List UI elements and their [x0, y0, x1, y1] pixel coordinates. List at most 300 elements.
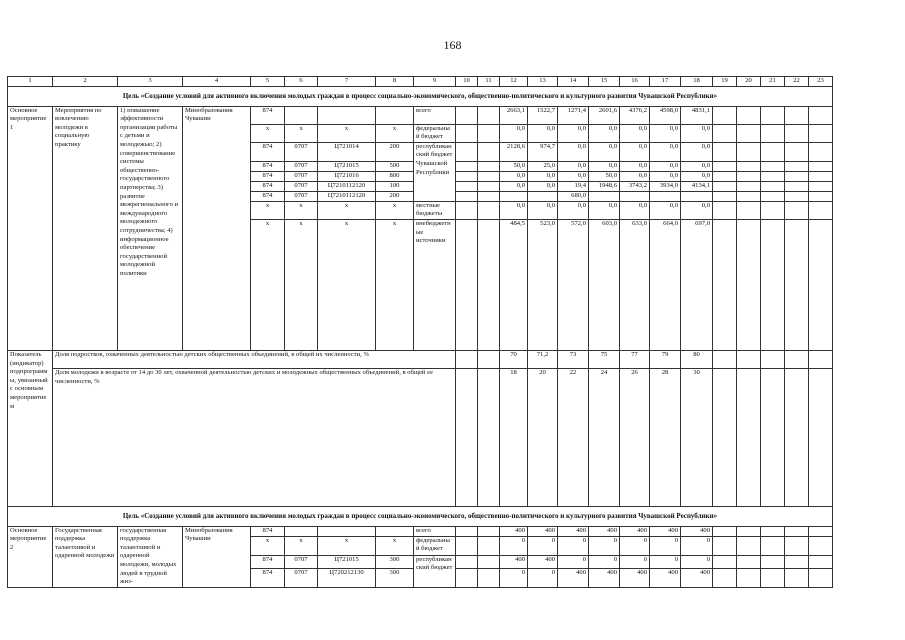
value-cell: 0: [528, 568, 558, 587]
table-cell: [478, 350, 500, 368]
table-cell: [456, 568, 478, 587]
code-cell: 300: [376, 568, 414, 587]
column-number: 5: [251, 77, 285, 87]
measure-executor: Минобразования Чувашии: [183, 526, 251, 587]
column-number: 9: [414, 77, 456, 87]
table-cell: [478, 555, 500, 568]
code-cell: Ц721015: [318, 555, 376, 568]
measure-label: Основное мероприятие 1: [8, 106, 53, 350]
table-cell: [737, 171, 761, 181]
table-cell: [713, 536, 737, 555]
value-cell: 0,0: [681, 201, 713, 219]
table-cell: [456, 161, 478, 171]
table-cell: [809, 219, 833, 350]
table-cell: [737, 191, 761, 201]
table-cell: [713, 368, 737, 506]
value-cell: 0: [500, 536, 528, 555]
table-cell: [713, 555, 737, 568]
value-cell: 26: [620, 368, 650, 506]
value-cell: 0,0: [589, 161, 620, 171]
measure-name: Государственная поддержка талантливой и одаренной молодежи: [53, 526, 118, 587]
value-cell: 80: [681, 350, 713, 368]
value-cell: [620, 191, 650, 201]
value-cell: 0,0: [500, 124, 528, 142]
value-cell: 50,0: [589, 171, 620, 181]
table-cell: [761, 350, 785, 368]
table-cell: [478, 142, 500, 161]
value-cell: 0,0: [500, 171, 528, 181]
code-cell: 0707: [285, 161, 318, 171]
table-cell: [809, 171, 833, 181]
table-cell: [809, 368, 833, 506]
funding-source: федеральный бюджет: [414, 124, 456, 142]
column-number: 10: [456, 77, 478, 87]
value-cell: 0,0: [650, 142, 681, 161]
value-cell: 22: [558, 368, 589, 506]
table-cell: [456, 536, 478, 555]
value-cell: 0,0: [681, 171, 713, 181]
value-cell: 0: [681, 555, 713, 568]
table-cell: [478, 191, 500, 201]
table-cell: [737, 536, 761, 555]
code-cell: 100: [376, 181, 414, 191]
table-cell: [785, 526, 809, 536]
code-cell: Ц7210112120: [318, 191, 376, 201]
table-cell: [456, 555, 478, 568]
value-cell: 4376,2: [620, 106, 650, 124]
table-cell: [785, 350, 809, 368]
funding-source: федеральный бюджет: [414, 536, 456, 555]
column-number: 22: [785, 77, 809, 87]
measure-tasks: государственная поддержка талантливой и одаренной молодежи, молодых людей в трудной жиз-: [118, 526, 183, 587]
goal-row: [8, 506, 833, 526]
table-cell: [761, 142, 785, 161]
value-cell: 0,0: [528, 171, 558, 181]
table-cell: [456, 142, 478, 161]
code-cell: x: [251, 201, 285, 219]
value-cell: 0,0: [500, 181, 528, 191]
program-table: [7, 76, 833, 588]
column-number: 3: [118, 77, 183, 87]
table-cell: [785, 171, 809, 181]
table-cell: [737, 368, 761, 506]
column-number: 16: [620, 77, 650, 87]
value-cell: 0,0: [650, 171, 681, 181]
table-cell: [761, 536, 785, 555]
value-cell: 523,0: [528, 219, 558, 350]
column-number: 19: [713, 77, 737, 87]
table-cell: [809, 536, 833, 555]
value-cell: 0: [681, 536, 713, 555]
code-cell: 0707: [285, 555, 318, 568]
table-cell: [737, 124, 761, 142]
table-cell: [761, 219, 785, 350]
table-cell: [785, 181, 809, 191]
code-cell: [318, 106, 376, 124]
table-cell: [456, 526, 478, 536]
value-cell: 4831,1: [681, 106, 713, 124]
table-cell: [456, 201, 478, 219]
code-cell: x: [376, 219, 414, 350]
value-cell: 18: [500, 368, 528, 506]
value-cell: 77: [620, 350, 650, 368]
table-cell: [737, 201, 761, 219]
table-cell: [713, 350, 737, 368]
indicator-text: Доля молодежи в возрасте от 14 до 30 лет, охваченной деятельностью детских и молодежных общественных объединений, в общей ее численности, %: [53, 368, 456, 506]
code-cell: 0707: [285, 181, 318, 191]
value-cell: 0,0: [558, 201, 589, 219]
table-cell: [713, 171, 737, 181]
value-cell: 0: [620, 555, 650, 568]
code-cell: x: [318, 201, 376, 219]
value-cell: 0,0: [558, 142, 589, 161]
code-cell: x: [285, 536, 318, 555]
value-cell: 0: [558, 555, 589, 568]
value-cell: 0,0: [589, 124, 620, 142]
code-cell: x: [318, 536, 376, 555]
table-cell: [478, 219, 500, 350]
value-cell: 19,4: [558, 181, 589, 191]
table-cell: [713, 191, 737, 201]
indicator-row: [8, 368, 833, 506]
table-cell: [785, 219, 809, 350]
column-number: 13: [528, 77, 558, 87]
value-cell: 400: [500, 526, 528, 536]
value-cell: 0: [650, 555, 681, 568]
goal-title: Цель «Создание условий для активного включения молодых граждан в процесс социально-экономического, общественно-политического и культурного развития Чувашской Республики»: [8, 506, 833, 526]
table-cell: [809, 526, 833, 536]
value-cell: [500, 191, 528, 201]
value-cell: 50,0: [500, 161, 528, 171]
value-cell: 0,0: [528, 181, 558, 191]
value-cell: 484,5: [500, 219, 528, 350]
value-cell: [681, 191, 713, 201]
code-cell: x: [285, 124, 318, 142]
column-number: 1: [8, 77, 53, 87]
value-cell: 4134,1: [681, 181, 713, 191]
table-cell: [785, 142, 809, 161]
code-cell: 874: [251, 142, 285, 161]
table-cell: [478, 124, 500, 142]
value-cell: 400: [558, 568, 589, 587]
table-cell: [713, 161, 737, 171]
value-cell: 0: [558, 536, 589, 555]
value-cell: 400: [558, 526, 589, 536]
value-cell: 0,0: [650, 161, 681, 171]
code-cell: 874: [251, 181, 285, 191]
value-cell: 400: [528, 555, 558, 568]
table-cell: [785, 555, 809, 568]
value-cell: 3934,0: [650, 181, 681, 191]
table-cell: [809, 142, 833, 161]
value-cell: 400: [528, 526, 558, 536]
value-cell: 24: [589, 368, 620, 506]
table-cell: [456, 124, 478, 142]
table-cell: [809, 555, 833, 568]
table-cell: [456, 368, 478, 506]
code-cell: Ц721015: [318, 161, 376, 171]
value-cell: 71,2: [528, 350, 558, 368]
code-cell: 874: [251, 106, 285, 124]
code-cell: Ц720212130: [318, 568, 376, 587]
value-cell: 400: [500, 555, 528, 568]
indicator-row: [8, 350, 833, 368]
table-cell: [478, 181, 500, 191]
value-cell: 400: [620, 526, 650, 536]
column-number: 2: [53, 77, 118, 87]
code-cell: x: [376, 201, 414, 219]
value-cell: 974,7: [528, 142, 558, 161]
code-cell: x: [285, 219, 318, 350]
goal-row: [8, 87, 833, 107]
column-number: 11: [478, 77, 500, 87]
table-row: [8, 526, 833, 536]
code-cell: [318, 526, 376, 536]
table-cell: [713, 568, 737, 587]
column-number: 20: [737, 77, 761, 87]
value-cell: 0,0: [528, 201, 558, 219]
value-cell: 400: [620, 568, 650, 587]
code-cell: [285, 526, 318, 536]
table-cell: [478, 568, 500, 587]
table-cell: [478, 106, 500, 124]
value-cell: 0: [528, 536, 558, 555]
code-cell: [376, 106, 414, 124]
value-cell: 0,0: [589, 142, 620, 161]
value-cell: 0,0: [528, 124, 558, 142]
value-cell: 28: [650, 368, 681, 506]
table-cell: [737, 142, 761, 161]
table-cell: [785, 106, 809, 124]
table-cell: [737, 161, 761, 171]
code-cell: x: [251, 219, 285, 350]
code-cell: 874: [251, 191, 285, 201]
value-cell: 30: [681, 368, 713, 506]
measure-label: Основное мероприятие 2: [8, 526, 53, 587]
table-cell: [478, 368, 500, 506]
value-cell: 0,0: [589, 201, 620, 219]
code-cell: 874: [251, 161, 285, 171]
value-cell: 0: [500, 568, 528, 587]
column-number: 6: [285, 77, 318, 87]
column-number: 17: [650, 77, 681, 87]
code-cell: [376, 526, 414, 536]
table-cell: [761, 161, 785, 171]
funding-source: республиканский бюджет: [414, 555, 456, 587]
table-cell: [809, 191, 833, 201]
code-cell: 874: [251, 171, 285, 181]
value-cell: 0: [620, 536, 650, 555]
table-cell: [737, 106, 761, 124]
value-cell: 0,0: [620, 171, 650, 181]
code-cell: x: [318, 219, 376, 350]
value-cell: 664,0: [650, 219, 681, 350]
table-cell: [785, 201, 809, 219]
table-cell: [478, 526, 500, 536]
value-cell: 1522,7: [528, 106, 558, 124]
value-cell: 0,0: [681, 142, 713, 161]
code-cell: 800: [376, 171, 414, 181]
table-cell: [737, 526, 761, 536]
value-cell: 20: [528, 368, 558, 506]
code-cell: x: [285, 201, 318, 219]
table-cell: [761, 526, 785, 536]
table-cell: [456, 350, 478, 368]
table-cell: [761, 106, 785, 124]
code-cell: 0707: [285, 568, 318, 587]
value-cell: 0,0: [681, 161, 713, 171]
value-cell: 0,0: [558, 124, 589, 142]
code-cell: 874: [251, 555, 285, 568]
value-cell: 400: [681, 526, 713, 536]
table-cell: [761, 568, 785, 587]
value-cell: 0,0: [500, 201, 528, 219]
table-cell: [478, 171, 500, 181]
table-cell: [785, 161, 809, 171]
table-cell: [809, 124, 833, 142]
value-cell: 400: [650, 568, 681, 587]
table-cell: [809, 106, 833, 124]
value-cell: 2601,6: [589, 106, 620, 124]
goal-title: Цель «Создание условий для активного включения молодых граждан в процесс социально-экономического, общественно-политического и культурного развития Чувашской Республики»: [8, 87, 833, 107]
value-cell: 697,0: [681, 219, 713, 350]
table-cell: [761, 368, 785, 506]
page-number: 168: [443, 38, 462, 52]
value-cell: [528, 191, 558, 201]
table-cell: [478, 161, 500, 171]
code-cell: x: [376, 536, 414, 555]
table-cell: [809, 350, 833, 368]
table-cell: [761, 191, 785, 201]
value-cell: 0: [589, 536, 620, 555]
value-cell: 0: [589, 555, 620, 568]
value-cell: 0,0: [620, 142, 650, 161]
table-cell: [785, 191, 809, 201]
table-cell: [785, 368, 809, 506]
table-cell: [761, 201, 785, 219]
table-cell: [456, 171, 478, 181]
table-cell: [456, 181, 478, 191]
code-cell: 0707: [285, 142, 318, 161]
value-cell: [589, 191, 620, 201]
code-cell: 500: [376, 161, 414, 171]
value-cell: 400: [681, 568, 713, 587]
code-cell: 874: [251, 568, 285, 587]
code-cell: [285, 106, 318, 124]
value-cell: 0,0: [681, 124, 713, 142]
funding-source: республиканский бюджет Чувашской Республики: [414, 142, 456, 201]
table-cell: [785, 536, 809, 555]
value-cell: 603,0: [589, 219, 620, 350]
indicator-text: Доля подростков, охваченных деятельностью детских общественных объединений, в общей их численности, %: [53, 350, 456, 368]
code-cell: Ц721016: [318, 171, 376, 181]
table-cell: [737, 350, 761, 368]
column-header-row: [8, 77, 833, 87]
value-cell: 0,0: [650, 124, 681, 142]
value-cell: 0,0: [620, 201, 650, 219]
table-cell: [785, 124, 809, 142]
code-cell: Ц7210112120: [318, 181, 376, 191]
value-cell: 0,0: [620, 161, 650, 171]
value-cell: 633,0: [620, 219, 650, 350]
code-cell: 300: [376, 555, 414, 568]
value-cell: 2663,1: [500, 106, 528, 124]
table-cell: [761, 124, 785, 142]
indicator-label: Показатель (индикатор) подпрограммы, увязанный с основным мероприятием: [8, 350, 53, 506]
value-cell: 73: [558, 350, 589, 368]
value-cell: 0: [650, 536, 681, 555]
funding-source: внебюджетные источники: [414, 219, 456, 350]
measure-tasks: 1) повышение эффективности организации работы с детьми и молодежью; 2) совершенствование системы общественно-государственного партнерства; 3) развитие межрегионального и международного молодежного сотрудничества; 4) информационное обеспечение государственной молодежной политики: [118, 106, 183, 350]
measure-executor: Минобразования Чувашии: [183, 106, 251, 350]
funding-source: всего: [414, 106, 456, 124]
code-cell: Ц721014: [318, 142, 376, 161]
column-number: 18: [681, 77, 713, 87]
value-cell: 400: [650, 526, 681, 536]
value-cell: 400: [589, 526, 620, 536]
column-number: 23: [809, 77, 833, 87]
measure-name: Мероприятия по вовлечению молодежи в социальную практику: [53, 106, 118, 350]
value-cell: 400: [589, 568, 620, 587]
value-cell: 0,0: [650, 201, 681, 219]
funding-source: всего: [414, 526, 456, 536]
column-number: 4: [183, 77, 251, 87]
code-cell: 200: [376, 191, 414, 201]
value-cell: 1948,6: [589, 181, 620, 191]
table-cell: [713, 106, 737, 124]
column-number: 21: [761, 77, 785, 87]
value-cell: 25,0: [528, 161, 558, 171]
value-cell: 3743,2: [620, 181, 650, 191]
value-cell: 4598,0: [650, 106, 681, 124]
code-cell: x: [251, 536, 285, 555]
value-cell: [650, 191, 681, 201]
value-cell: 79: [650, 350, 681, 368]
code-cell: x: [376, 124, 414, 142]
column-number: 14: [558, 77, 589, 87]
table-cell: [737, 181, 761, 191]
code-cell: 0707: [285, 171, 318, 181]
column-number: 7: [318, 77, 376, 87]
table-cell: [737, 219, 761, 350]
value-cell: 70: [500, 350, 528, 368]
table-cell: [478, 201, 500, 219]
table-cell: [713, 142, 737, 161]
code-cell: 0707: [285, 191, 318, 201]
code-cell: x: [251, 124, 285, 142]
table-cell: [809, 568, 833, 587]
table-cell: [713, 124, 737, 142]
funding-source: местные бюджеты: [414, 201, 456, 219]
table-cell: [761, 181, 785, 191]
table-cell: [713, 526, 737, 536]
table-cell: [456, 106, 478, 124]
table-cell: [809, 161, 833, 171]
value-cell: 75: [589, 350, 620, 368]
code-cell: x: [318, 124, 376, 142]
code-cell: 874: [251, 526, 285, 536]
table-cell: [809, 201, 833, 219]
value-cell: 2128,6: [500, 142, 528, 161]
table-cell: [809, 181, 833, 191]
table-cell: [737, 555, 761, 568]
table-cell: [761, 171, 785, 181]
table-cell: [456, 219, 478, 350]
column-number: 12: [500, 77, 528, 87]
value-cell: 0,0: [558, 171, 589, 181]
table-cell: [456, 191, 478, 201]
table-cell: [785, 568, 809, 587]
